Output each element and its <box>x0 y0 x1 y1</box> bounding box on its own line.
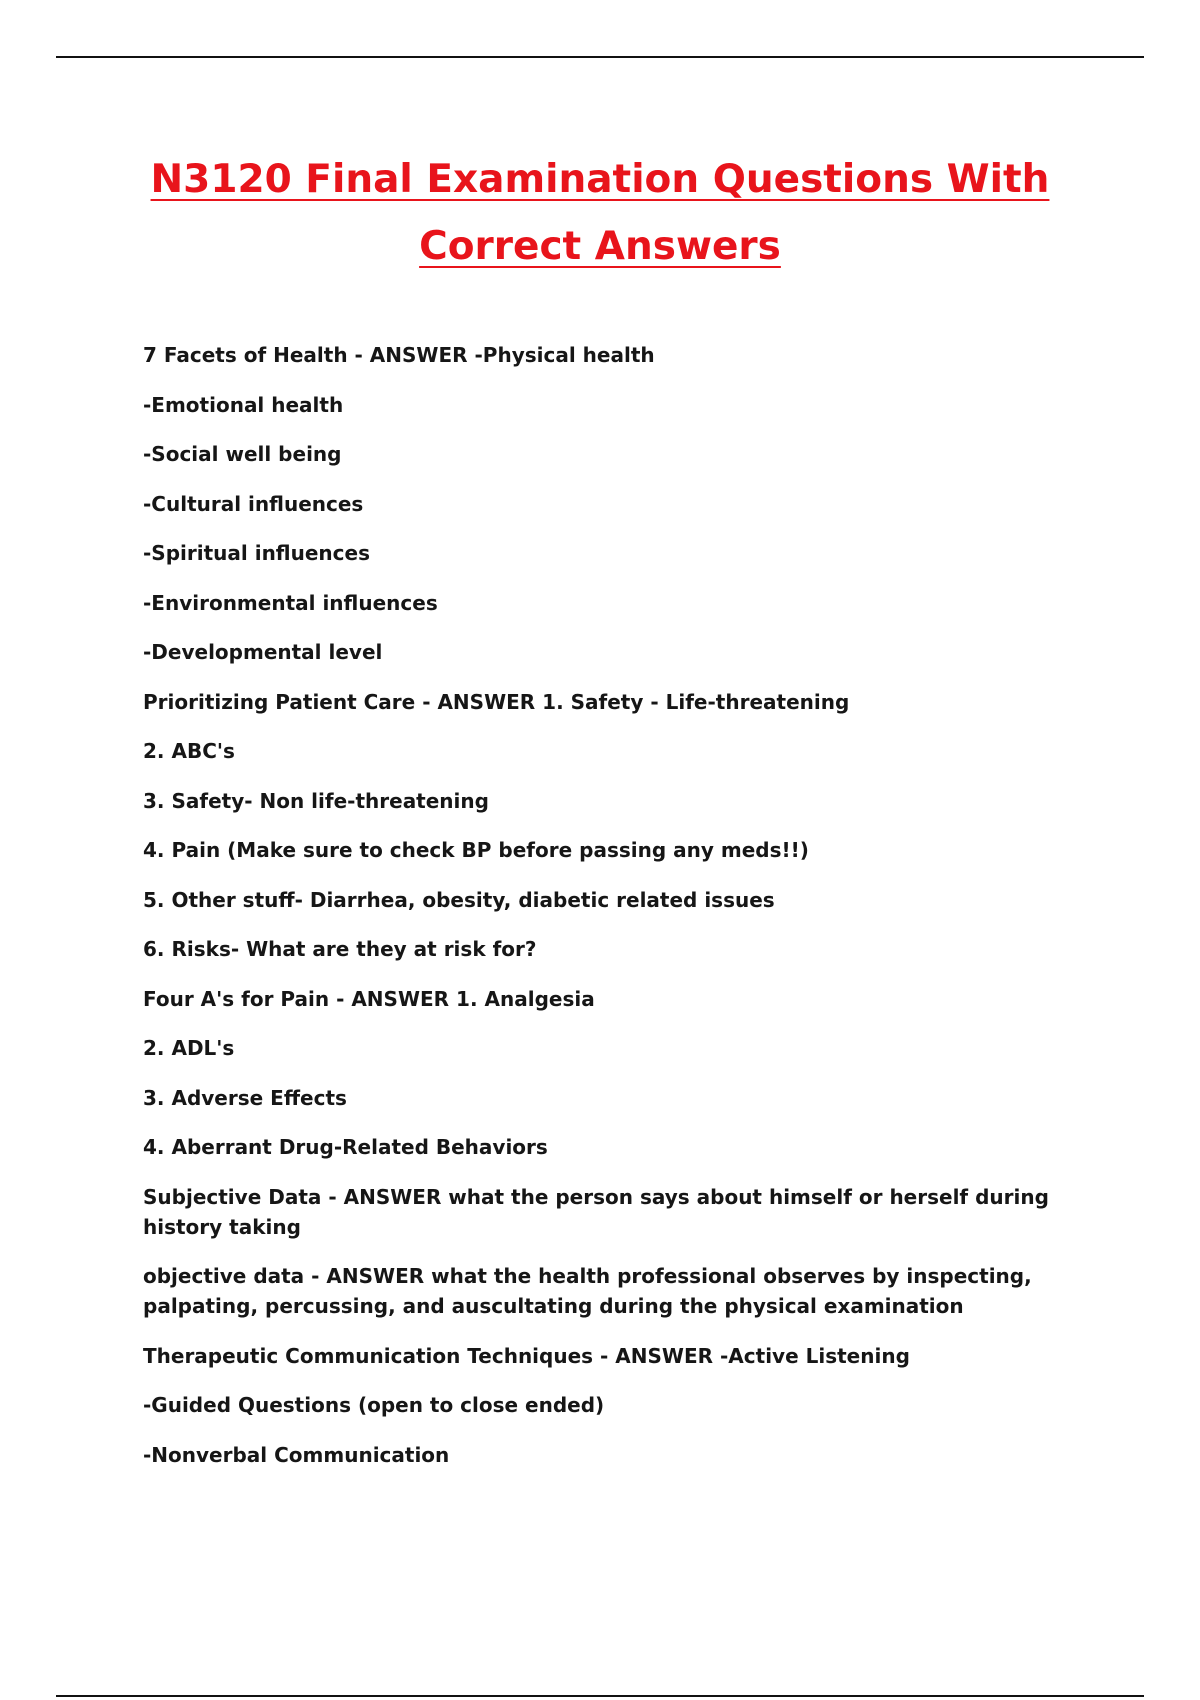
body-line: Therapeutic Communication Techniques - ANSWER -Active Listening <box>143 1343 910 1368</box>
body-line: 6. Risks- What are they at risk for? <box>143 937 537 961</box>
body-line: Four A's for Pain - ANSWER 1. Analgesia <box>143 986 595 1011</box>
body-line: Subjective Data - ANSWER what the person says about himself or herself during history taking <box>143 1184 1049 1239</box>
body-line: -Developmental level <box>143 640 383 664</box>
body-line: 5. Other stuff- Diarrhea, obesity, diabetic related issues <box>143 887 775 912</box>
body-line: -Guided Questions (open to close ended) <box>143 1393 605 1417</box>
body-line: Prioritizing Patient Care - ANSWER 1. Safety - Life-threatening <box>143 689 850 714</box>
body-line: 3. Safety- Non life-threatening <box>143 788 489 813</box>
body-line: -Environmental influences <box>143 590 438 615</box>
document-body <box>143 340 1103 1489</box>
body-line: 3. Adverse Effects <box>143 1085 347 1110</box>
document-title <box>0 146 1200 280</box>
body-line: -Cultural influences <box>143 491 364 516</box>
title-line-1: N3120 Final Examination Questions With <box>150 157 1050 202</box>
body-line: 4. Aberrant Drug-Related Behaviors <box>143 1135 548 1159</box>
body-line: 2. ABC's <box>143 739 235 763</box>
body-line: -Spiritual influences <box>143 541 370 565</box>
title-line-2: Correct Answers <box>419 224 781 269</box>
body-line: 2. ADL's <box>143 1036 235 1060</box>
body-line: objective data - ANSWER what the health professional observes by inspecting, palpating, percussing, and auscultating during the physical examination <box>143 1264 1032 1318</box>
body-line: -Social well being <box>143 442 342 466</box>
top-rule <box>56 56 1144 58</box>
body-line: -Emotional health <box>143 392 344 417</box>
body-line: 4. Pain (Make sure to check BP before passing any meds!!) <box>143 838 809 862</box>
body-line: -Nonverbal Communication <box>143 1442 450 1467</box>
bottom-rule <box>56 1695 1144 1697</box>
body-line: 7 Facets of Health - ANSWER -Physical health <box>143 343 655 367</box>
